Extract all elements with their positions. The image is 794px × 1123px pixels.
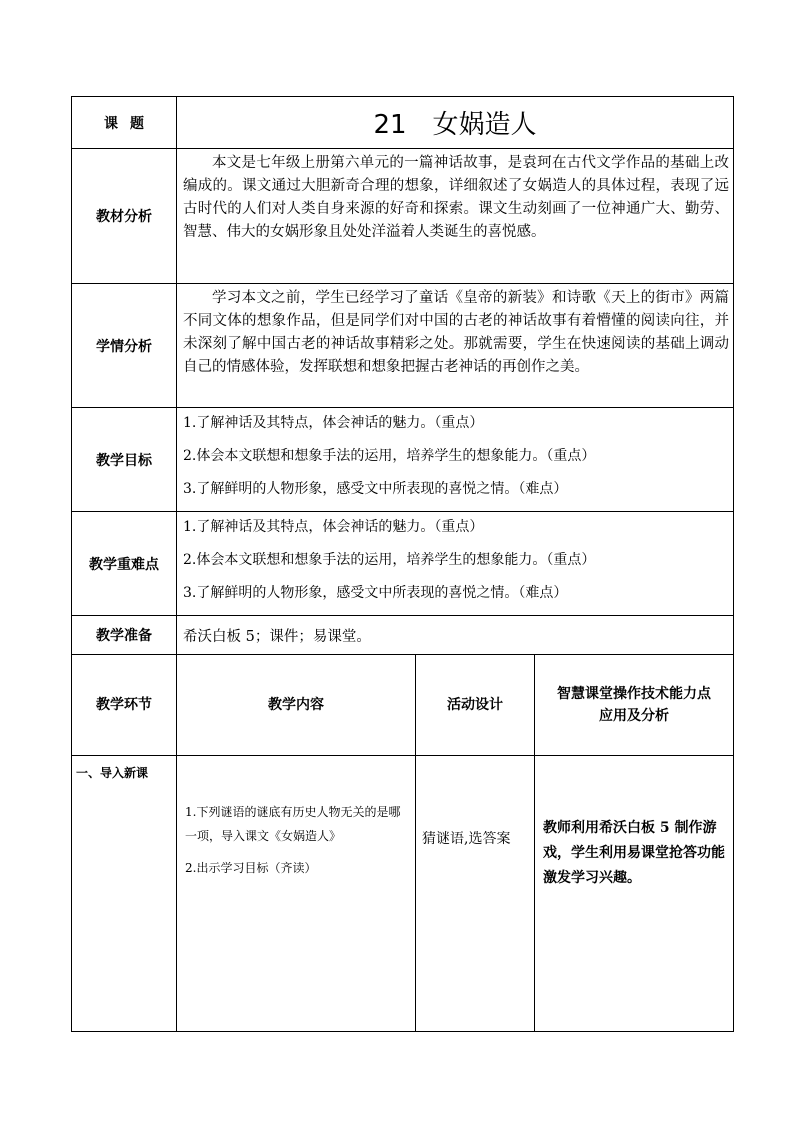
title-row — [72, 97, 734, 149]
step-stage: 一、导入新课 — [72, 756, 177, 1032]
key-points-list — [177, 512, 734, 616]
step-content-item: 1.下列谜语的谜底有历史人物无关的是哪一项，导入课文《女娲造人》 — [185, 805, 401, 843]
goal-item: 1.了解神话及其特点，体会神话的魅力。（重点） — [183, 415, 484, 431]
lesson-plan-table — [71, 96, 734, 1032]
preparation-label: 教学准备 — [72, 616, 177, 655]
analysis-header — [535, 655, 734, 756]
student-analysis-text: 学习本文之前，学生已经学习了童话《皇帝的新装》和诗歌《天上的街市》两篇不同文体的想象作品，但是同学们对中国的古老的神话故事有着懵懂的阅读向往，并未深刻了解中国古老的神话故事精彩之处。那就需要，学生在快速阅读的基础上调动自己的情感体验，发挥联想和想象把握古老神话的再创作之美。 — [177, 284, 734, 408]
column-header-row — [72, 655, 734, 756]
key-points-label: 教学重难点 — [72, 512, 177, 616]
goal-item: 3.了解鲜明的人物形象，感受文中所表现的喜悦之情。（难点） — [183, 481, 568, 497]
material-analysis-label: 教材分析 — [72, 149, 177, 284]
content-header: 教学内容 — [177, 655, 416, 756]
activity-header: 活动设计 — [416, 655, 535, 756]
step-content — [177, 756, 416, 1032]
teaching-goals-list — [177, 408, 734, 512]
preparation-text: 希沃白板 5；课件；易课堂。 — [177, 616, 734, 655]
step-row — [72, 756, 734, 1032]
key-point-item: 1.了解神话及其特点，体会神话的魅力。（重点） — [183, 519, 484, 535]
analysis-header-line2: 应用及分析 — [599, 708, 670, 724]
material-analysis-row — [72, 149, 734, 284]
preparation-row — [72, 616, 734, 655]
analysis-header-line1: 智慧课堂操作技术能力点 — [557, 686, 712, 702]
goal-item: 2.体会本文联想和想象手法的运用，培养学生的想象能力。（重点） — [183, 448, 596, 464]
student-analysis-label: 学情分析 — [72, 284, 177, 408]
key-point-item: 2.体会本文联想和想象手法的运用，培养学生的想象能力。（重点） — [183, 552, 596, 568]
key-points-row — [72, 512, 734, 616]
lesson-title: 21 女娲造人 — [177, 97, 734, 149]
title-label: 课题 — [72, 97, 177, 149]
material-analysis-text: 本文是七年级上册第六单元的一篇神话故事，是袁珂在古代文学作品的基础上改编成的。课文通过大胆新奇合理的想象，详细叙述了女娲造人的具体过程，表现了远古时代的人们对人类自身来源的好奇和探索。课文生动刻画了一位神通广大、勤劳、智慧、伟大的女娲形象且处处洋溢着人类诞生的喜悦感。 — [177, 149, 734, 284]
step-analysis: 教师利用希沃白板 5 制作游戏，学生利用易课堂抢答功能激发学习兴趣。 — [535, 756, 734, 1032]
step-content-item: 2.出示学习目标（齐读） — [185, 861, 317, 875]
key-point-item: 3.了解鲜明的人物形象，感受文中所表现的喜悦之情。（难点） — [183, 585, 568, 601]
teaching-goals-row — [72, 408, 734, 512]
student-analysis-row — [72, 284, 734, 408]
step-activity: 猜谜语,选答案 — [416, 756, 535, 1032]
teaching-goals-label: 教学目标 — [72, 408, 177, 512]
stage-header: 教学环节 — [72, 655, 177, 756]
